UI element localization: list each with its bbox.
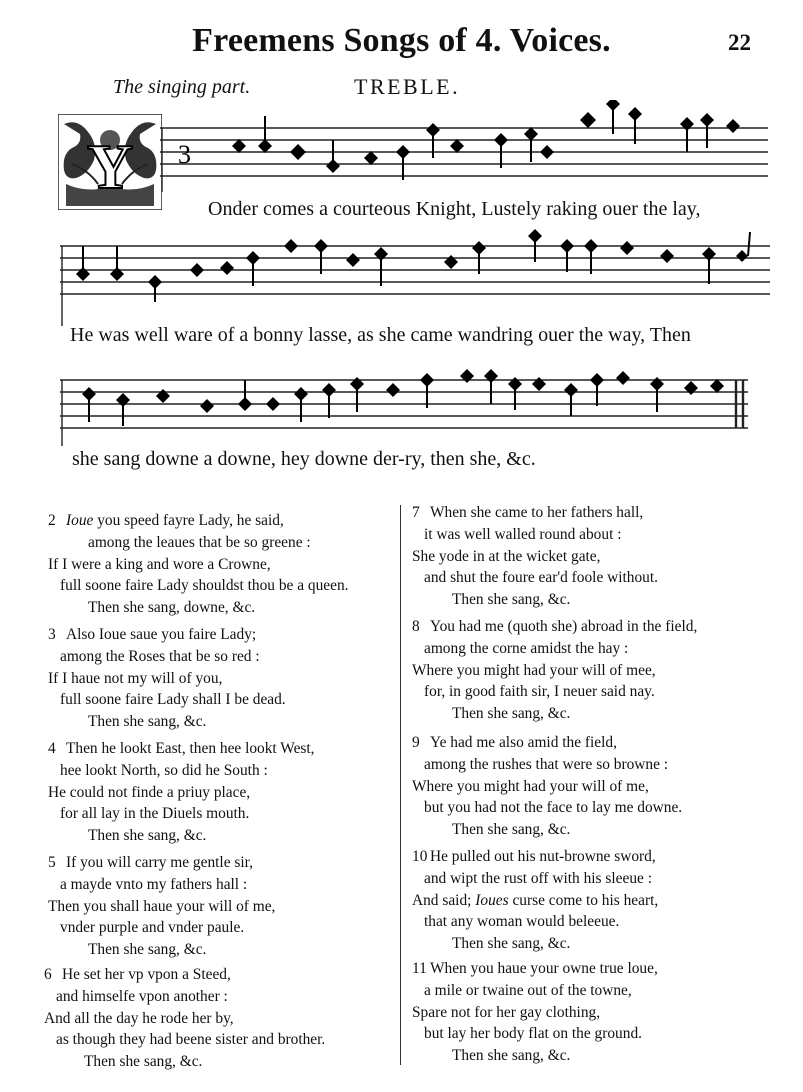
part-label: The singing part.: [113, 76, 251, 98]
page-title: Freemens Songs of 4. Voices.: [192, 22, 611, 59]
verse-11: 11 When you haue your owne true loue, a mile or twaine out of the towne, Spare not for her gay clothing, but lay her body flat on the ground. Then she sang, &c.: [412, 960, 658, 1065]
verse-5: 5 If you will carry me gentle sir, a mayde vnto my fathers hall : Then you shall haue your will of me, vnder purple and vnder paule. Then she sang, &c.: [48, 854, 276, 959]
music-staff-1: [160, 100, 770, 200]
music-staff-2: [60, 226, 772, 326]
verse-6: 6 He set her vp vpon a Steed, and himselfe vpon another : And all the day he rode her by, as though they had beene sister and brother. Then she sang, &c.: [44, 966, 326, 1071]
voice-label: TREBLE.: [354, 74, 461, 99]
drop-cap-ornament-icon: [58, 114, 162, 210]
column-divider: [400, 505, 401, 1065]
lyric-line-2: He was well ware of a bonny lasse, as she came wandring ouer the way, Then: [70, 324, 691, 346]
notes-staff-2: [76, 229, 750, 302]
verse-3: 3 Also Ioue saue you faire Lady; among the Roses that be so red : If I haue not my will of you, full soone faire Lady shall I be dead. Then she sang, &c.: [48, 626, 286, 731]
verse-8: 8 You had me (quoth she) abroad in the field, among the corne amidst the hay : Where you might had your will of mee, for, in good faith sir, I neuer said nay. Then she sang, &c.: [412, 618, 698, 723]
lyric-line-3: she sang downe a downe, hey downe der-ry, then she, &c.: [72, 448, 536, 470]
verse-2: 2 Ioue you speed fayre Lady, he said, among the leaues that be so greene : If I were a king and wore a Crowne, full soone faire Lady shouldst thou be a queen. Then she sang, downe, &c.: [48, 512, 349, 617]
verse-10: 10 He pulled out his nut-browne sword, and wipt the rust off with his sleeue : And said; Ioues curse come to his heart, that any woman would beleeue. Then she sang, &c.: [412, 848, 659, 953]
decorated-initial: [58, 114, 162, 210]
verse-7: 7 When she came to her fathers hall, it was well walled round about : She yode in at the wicket gate, and shut the foure ear'd foole without. Then she sang, &c.: [412, 504, 658, 609]
verse-4: 4 Then he lookt East, then hee lookt West, hee lookt North, so did he South : He could not finde a priuy place, for all lay in the Diuels mouth. Then she sang, &c.: [48, 740, 315, 845]
time-signature: 3: [178, 140, 191, 169]
page-number: 22: [728, 30, 751, 55]
verse-9: 9 Ye had me also amid the field, among the rushes that were so browne : Where you might had your will of me, but you had not the face to lay me downe. Then she sang, &c.: [412, 734, 683, 839]
lyric-line-1: Onder comes a courteous Knight, Lustely raking ouer the lay,: [208, 198, 701, 220]
drop-cap-letter: Y: [86, 131, 134, 202]
notes-staff-3: [82, 369, 724, 426]
music-staff-3: [60, 360, 750, 450]
